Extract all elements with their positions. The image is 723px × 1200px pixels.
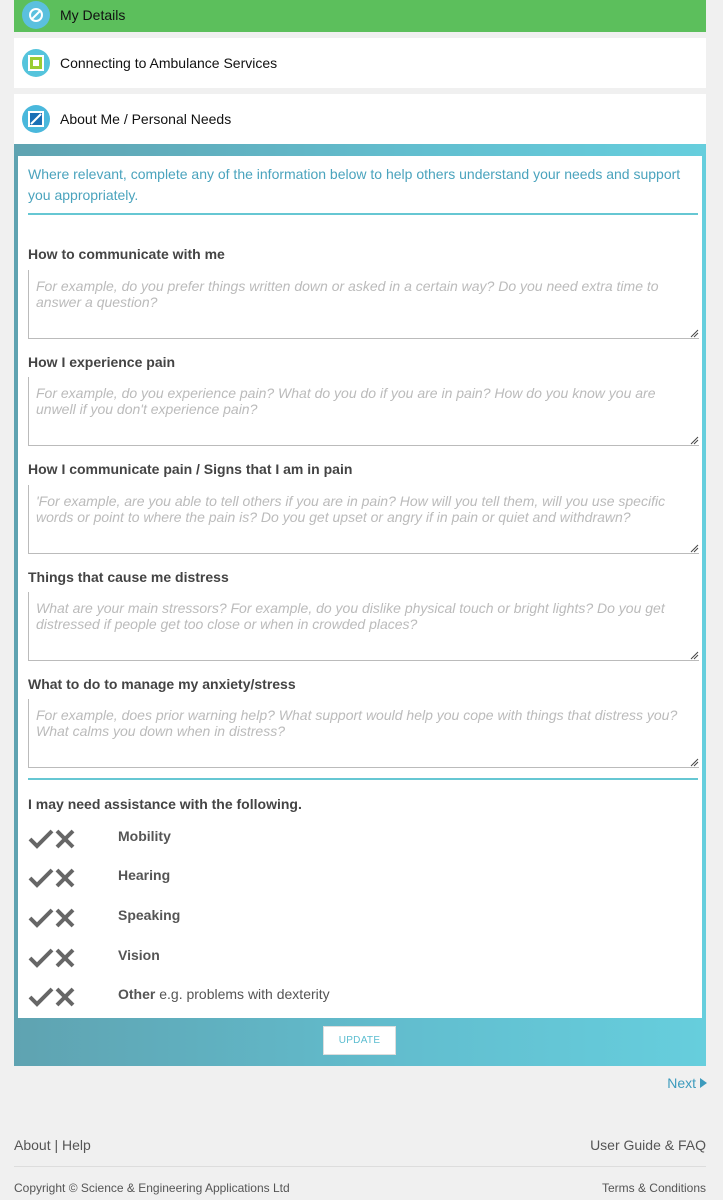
check-icon[interactable] xyxy=(28,828,54,850)
textarea-placeholder: For example, do you prefer things written down or asked in a certain way? Do you need extra time to answer a question? xyxy=(36,278,659,310)
intro-text: Where relevant, complete any of the information below to help others understand your needs and support you appropriately. xyxy=(28,166,681,203)
assistance-label: Speaking xyxy=(118,907,181,923)
update-button[interactable]: UPDATE xyxy=(323,1026,396,1055)
next-link[interactable] xyxy=(667,1075,707,1091)
divider xyxy=(28,778,698,780)
help-link[interactable]: Help xyxy=(62,1137,91,1153)
terms-link[interactable]: Terms & Conditions xyxy=(601,1181,706,1195)
resize-grip-icon[interactable] xyxy=(689,328,699,338)
footer-links xyxy=(14,1137,91,1153)
cross-icon[interactable] xyxy=(54,947,76,969)
question-label: How to communicate with me xyxy=(28,246,225,262)
question-label: What to do to manage my anxiety/stress xyxy=(28,676,296,692)
divider xyxy=(28,213,698,215)
anxiety-textarea[interactable] xyxy=(28,699,699,768)
assistance-row-vision xyxy=(28,947,160,969)
question-label: Things that cause me distress xyxy=(28,569,229,585)
assistance-label: Mobility xyxy=(118,828,171,844)
assistance-row-other xyxy=(28,986,330,1008)
check-icon[interactable] xyxy=(28,867,54,889)
about-me-panel xyxy=(14,144,706,1066)
distress-textarea[interactable] xyxy=(28,592,699,661)
footer-divider xyxy=(14,1166,706,1167)
accordion-ambulance[interactable] xyxy=(14,38,706,88)
textarea-placeholder: 'For example, are you able to tell others if you are in pain? How will you tell them, will you use specific words or point to where the pain is? Do you get upset or angry if in pain or quiet and withdrawn? xyxy=(36,493,666,525)
textarea-placeholder: For example, do you experience pain? What do you do if you are in pain? How do you know you are unwell if you don't experience pain? xyxy=(36,385,656,417)
about-link[interactable]: About xyxy=(14,1137,51,1153)
resize-grip-icon[interactable] xyxy=(689,650,699,660)
resize-grip-icon[interactable] xyxy=(689,543,699,553)
cross-icon[interactable] xyxy=(54,907,76,929)
textarea-placeholder: For example, does prior warning help? What support would help you cope with things that distress you? What calms you down when in distress? xyxy=(36,707,678,739)
next-label: Next xyxy=(667,1075,696,1091)
ambulance-icon xyxy=(22,49,50,77)
accordion-about-me[interactable] xyxy=(14,94,706,144)
resize-grip-icon[interactable] xyxy=(689,757,699,767)
ambulance-label: Connecting to Ambulance Services xyxy=(60,55,278,71)
textarea-placeholder: What are your main stressors? For example, do you dislike physical touch or bright lights? Do you get distressed if people get too close or when in crowded places? xyxy=(36,600,665,632)
about-me-form xyxy=(18,156,702,1018)
check-icon[interactable] xyxy=(28,986,54,1008)
user-guide-link[interactable]: User Guide & FAQ xyxy=(590,1137,706,1153)
my-details-label: My Details xyxy=(60,7,126,23)
assistance-row-hearing xyxy=(28,867,170,889)
cross-icon[interactable] xyxy=(54,867,76,889)
copyright-text: Copyright © Science & Engineering Applications Ltd xyxy=(14,1181,290,1195)
question-label: How I communicate pain / Signs that I am in pain xyxy=(28,461,353,477)
assistance-row-speaking xyxy=(28,907,180,929)
footer-separator: | xyxy=(50,1137,63,1153)
question-label: How I experience pain xyxy=(28,354,176,370)
check-icon[interactable] xyxy=(28,947,54,969)
assistance-label: Hearing xyxy=(118,867,171,883)
pain-signs-textarea[interactable] xyxy=(28,485,699,554)
assistance-label: Other e.g. problems with dexterity xyxy=(118,986,330,1002)
resize-grip-icon[interactable] xyxy=(689,435,699,445)
caret-right-icon xyxy=(700,1078,707,1088)
about-me-label: About Me / Personal Needs xyxy=(60,111,232,127)
assistance-title: I may need assistance with the following. xyxy=(28,796,302,812)
check-icon[interactable] xyxy=(28,907,54,929)
assistance-label: Vision xyxy=(118,947,160,963)
pain-experience-textarea[interactable] xyxy=(28,377,699,446)
accordion-my-details[interactable] xyxy=(14,0,706,32)
my-details-icon xyxy=(22,1,50,29)
about-me-icon xyxy=(22,105,50,133)
communicate-textarea[interactable] xyxy=(28,270,699,339)
assistance-row-mobility xyxy=(28,828,171,850)
cross-icon[interactable] xyxy=(54,986,76,1008)
cross-icon[interactable] xyxy=(54,828,76,850)
